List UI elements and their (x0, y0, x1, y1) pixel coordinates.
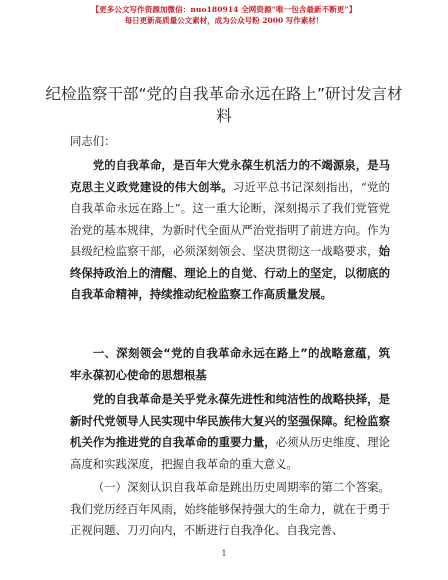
page-number: 1 (221, 549, 227, 558)
document-title: 纪检监察干部“党的自我革命永远在路上”研讨发言材料 (45, 85, 403, 125)
section1-body-text: 必须从历史维度、理论高度和实践深度，把握自我革命的重大意义。 (70, 435, 390, 471)
header-banner (0, 4, 448, 26)
intro-body-text: 习近平总书记深刻指出，“党的自我革命永远在路上”。这一重大论断，深刻揭示了我们党管党治党的基本规律，为新时代全面从严治党指明了前进方向。作为县级纪检监察干部，必须深刻领会、坚决贯彻这一战略要求， (70, 179, 390, 258)
salutation: 同志们： (70, 134, 116, 148)
paragraph-subsection-1: （一）深刻认识自我革命是跳出历史周期率的第二个答案。我们党历经百年风雨，始终能够保持强大的生命力，就在于勇于正视问题、刀刃向内，不断进行自我净化、自我完善、 (70, 480, 390, 537)
paragraph-intro (70, 155, 390, 306)
banner-line-1: 【更多公文写作资源加微信：nuo180914 全网资源“唯一包含最新不断更”】 (91, 5, 357, 14)
banner-line-2: 每日更新高质量公文素材，成为公众号粉 2000 写作素材！ (124, 16, 324, 25)
section1-lead-sentence: 党的自我革命是关乎党永葆先进性和纯洁性的战略抉择， (92, 392, 379, 406)
section-heading-1: 一、深刻领会“党的自我革命永远在路上”的战略意蕴，筑牢永葆初心使命的思想根基 (70, 346, 390, 382)
section1-mid-sentence-2: 纪检监察机关作为推进党的自我革命的重要力量， (70, 413, 390, 449)
intro-tail-sentence: 始终保持政治上的清醒、理论上的自觉、行动上的坚定，以彻底的自我革命精神，持续推动纪检监察工作高质量发展。 (70, 244, 390, 301)
paragraph-section-1 (70, 389, 390, 475)
intro-lead-sentence: 党的自我革命，是百年大党永葆生机活力的不竭源泉，是马克思主义政党建设的伟大创举。 (70, 158, 390, 194)
section1-mid-sentence-1: 是新时代党领导人民实现中华民族伟大复兴的坚强保障。 (70, 392, 390, 428)
